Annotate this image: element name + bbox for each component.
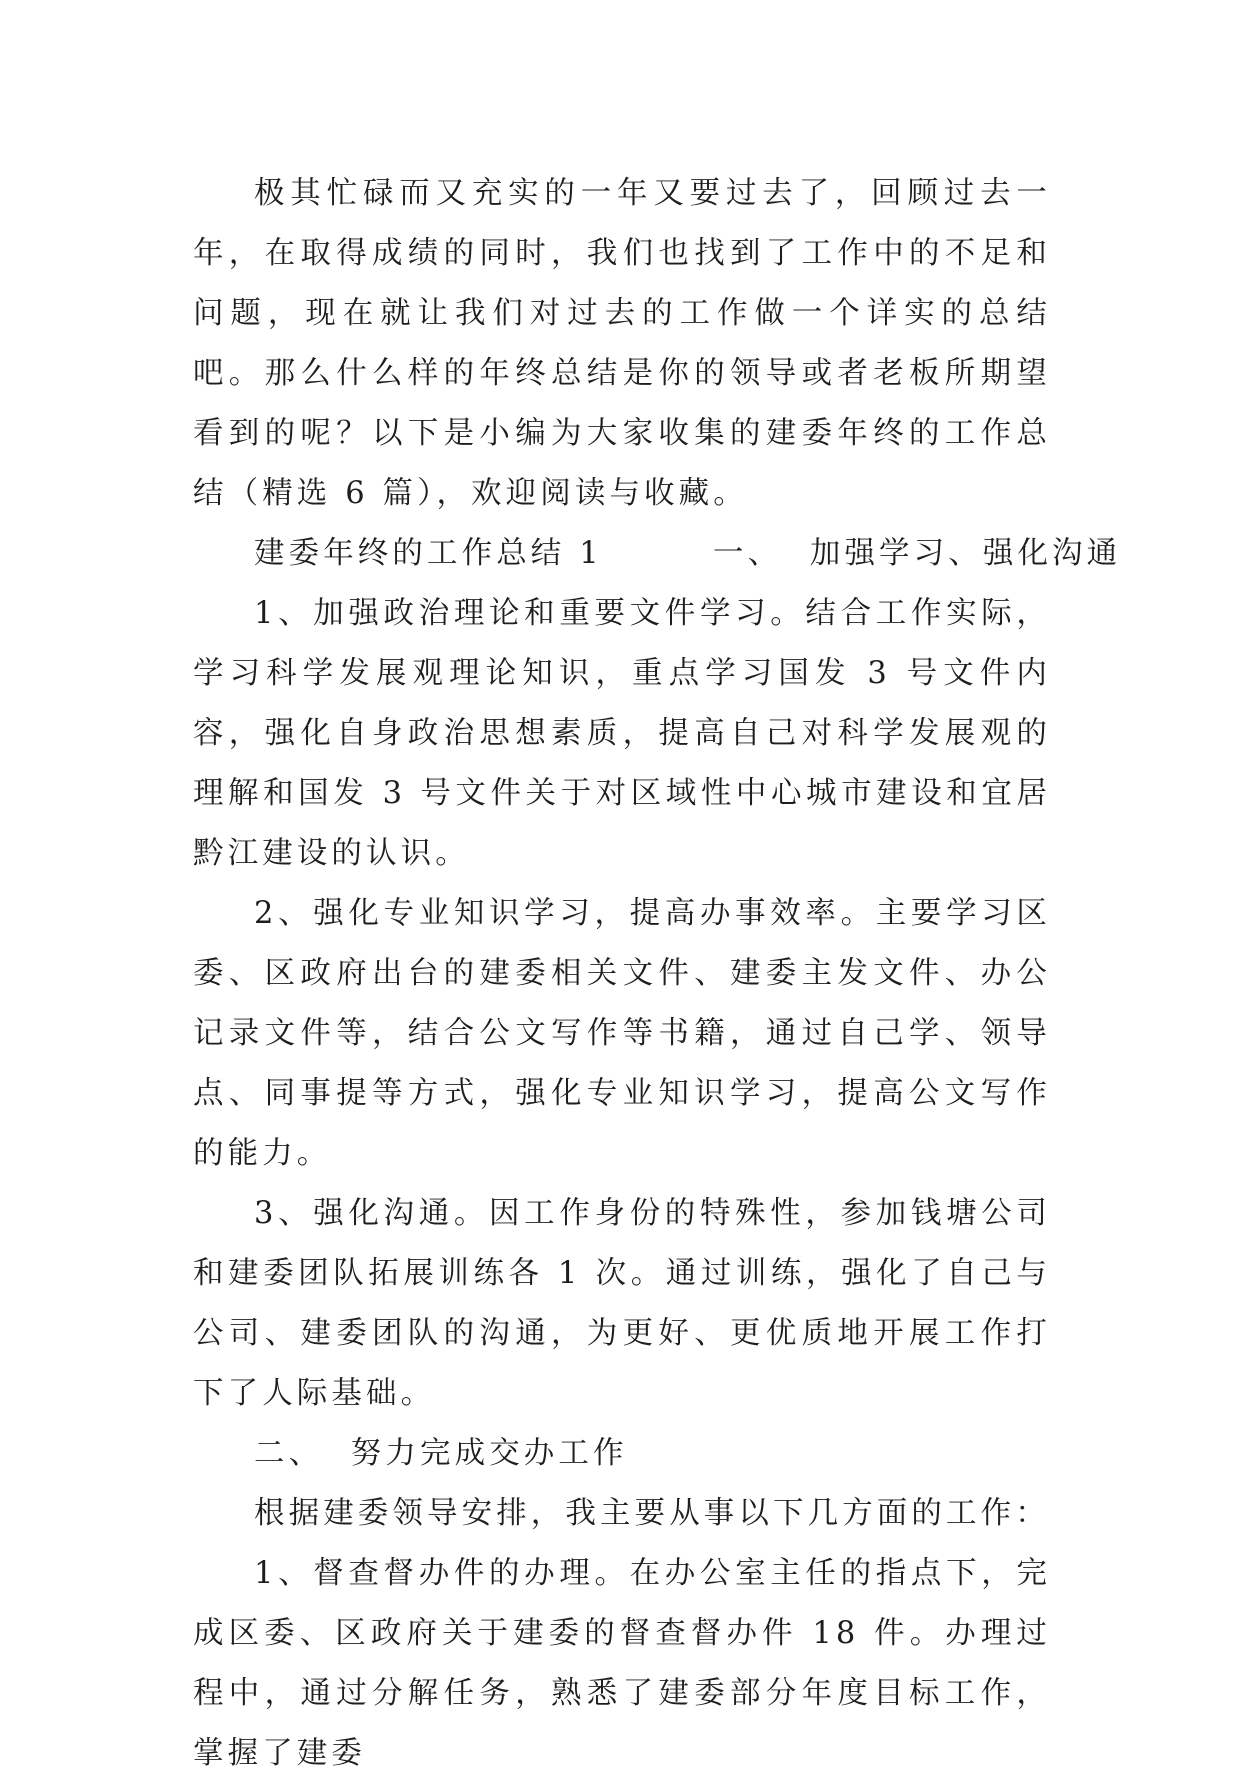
section-heading-2: 二、 努力完成交办工作 [254, 1436, 628, 1471]
section-heading-1: 建委年终的工作总结 1 一、 加强学习、强化沟通 [254, 536, 1122, 571]
document-body [193, 164, 1122, 1784]
body-paragraph: 1、加强政治理论和重要文件学习。结合工作实际，学习科学发展观理论知识，重点学习国发 3 号文件内容，强化自身政治思想素质，提高自己对科学发展观的理解和国发 3 号文件关于对区域性中心城市建设和宜居黔江建设的认识。 [193, 596, 1051, 871]
body-paragraph: 根据建委领导安排，我主要从事以下几方面的工作： [254, 1496, 1050, 1531]
intro-paragraph: 极其忙碌而又充实的一年又要过去了，回顾过去一年，在取得成绩的同时，我们也找到了工作中的不足和问题，现在就让我们对过去的工作做一个详实的总结吧。那么什么样的年终总结是你的领导或者老板所期望看到的呢？以下是小编为大家收集的建委年终的工作总结（精选 6 篇），欢迎阅读与收藏。 [193, 176, 1051, 511]
body-paragraph: 3、强化沟通。因工作身份的特殊性，参加钱塘公司和建委团队拓展训练各 1 次。通过训练，强化了自己与公司、建委团队的沟通，为更好、更优质地开展工作打下了人际基础。 [193, 1196, 1051, 1411]
body-paragraph: 1、督查督办件的办理。在办公室主任的指点下，完成区委、区政府关于建委的督查督办件 18 件。办理过程中，通过分解任务，熟悉了建委部分年度目标工作，掌握了建委 [193, 1556, 1051, 1771]
body-paragraph: 2、强化专业知识学习，提高办事效率。主要学习区委、区政府出台的建委相关文件、建委主发文件、办公记录文件等，结合公文写作等书籍，通过自己学、领导点、同事提等方式，强化专业知识学习，提高公文写作的能力。 [193, 896, 1051, 1171]
